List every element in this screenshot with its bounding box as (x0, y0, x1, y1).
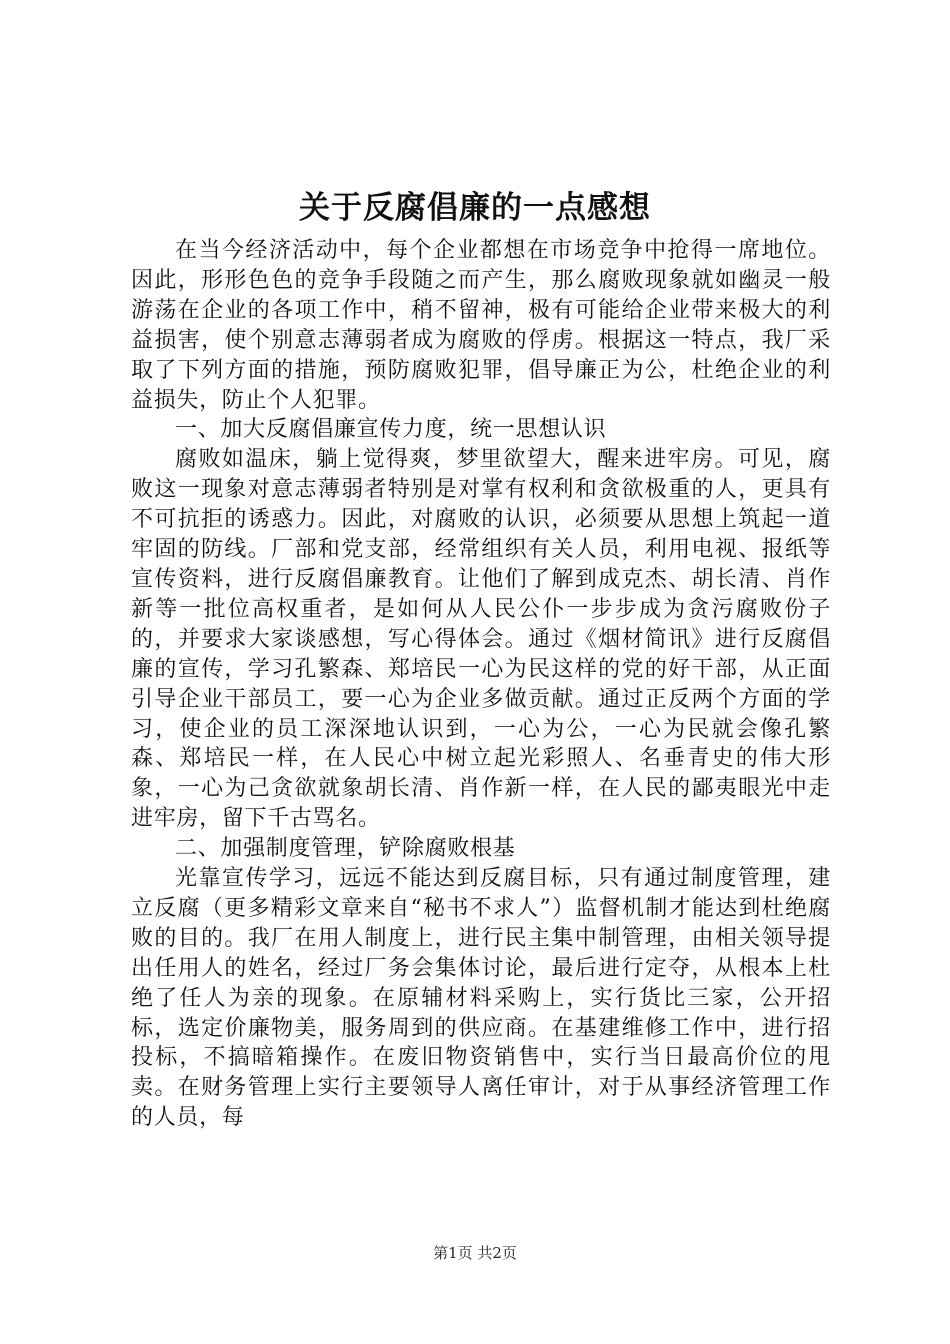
section-heading-2: 二、加强制度管理，铲除腐败根基 (175, 836, 516, 862)
paragraph-section-2: 光靠宣传学习，远远不能达到反腐目标，只有通过制度管理，建立反腐（更多精彩文章来自“秘书不求人”）监督机制才能达到杜绝腐败的目的。我厂在用人制度上，进行民主集中制管理，由相关领导提出任用人的姓名，经过厂务会集体讨论，最后进行定夺，从根本上杜绝了任人为亲的现象。在原辅材料采购上，实行货比三家，公开招标，选定价廉物美，服务周到的供应商。在基建维修工作中，进行招投标，不搞暗箱操作。在废旧物资销售中，实行当日最高价位的甩卖。在财务管理上实行主要领导人离任审计，对于从事经济管理工作的人员，每 (131, 866, 831, 1131)
paragraph-intro: 在当今经济活动中，每个企业都想在市场竞争中抢得一席地位。因此，形形色色的竞争手段随之而产生，那么腐败现象就如幽灵一般游荡在企业的各项工作中，稍不留神，极有可能给企业带来极大的利益损害，使个别意志薄弱者成为腐败的俘虏。根据这一特点，我厂采取了下列方面的措施，预防腐败犯罪，倡导廉正为公，杜绝企业的利益损失，防止个人犯罪。 (131, 238, 831, 413)
section-heading-1: 一、加大反腐倡廉宣传力度，统一思想认识 (175, 417, 607, 443)
page-footer: 第1页 共2页 (433, 1244, 517, 1262)
document-title: 关于反腐倡廉的一点感想 (299, 190, 651, 226)
paragraph-section-1: 腐败如温床，躺上觉得爽，梦里欲望大，醒来进牢房。可见，腐败这一现象对意志薄弱者特别是对掌有权利和贪欲极重的人，更具有不可抗拒的诱惑力。因此，对腐败的认识，必须要从思想上筑起一道牢固的防线。厂部和党支部，经常组织有关人员，利用电视、报纸等宣传资料，进行反腐倡廉教育。让他们了解到成克杰、胡长清、肖作新等一批位高权重者，是如何从人民公仆一步步成为贪污腐败份子的，并要求大家谈感想，写心得体会。通过《烟材简讯》进行反腐倡廉的宣传，学习孔繁森、郑培民一心为民这样的党的好干部，从正面引导企业干部员工，要一心为企业多做贡献。通过正反两个方面的学习，使企业的员工深深地认识到，一心为公，一心为民就会像孔繁森、郑培民一样，在人民心中树立起光彩照人、名垂青史的伟大形象，一心为己贪欲就象胡长清、肖作新一样，在人民的鄙夷眼光中走进牢房，留下千古骂名。 (131, 447, 831, 832)
document-body (131, 236, 831, 1133)
